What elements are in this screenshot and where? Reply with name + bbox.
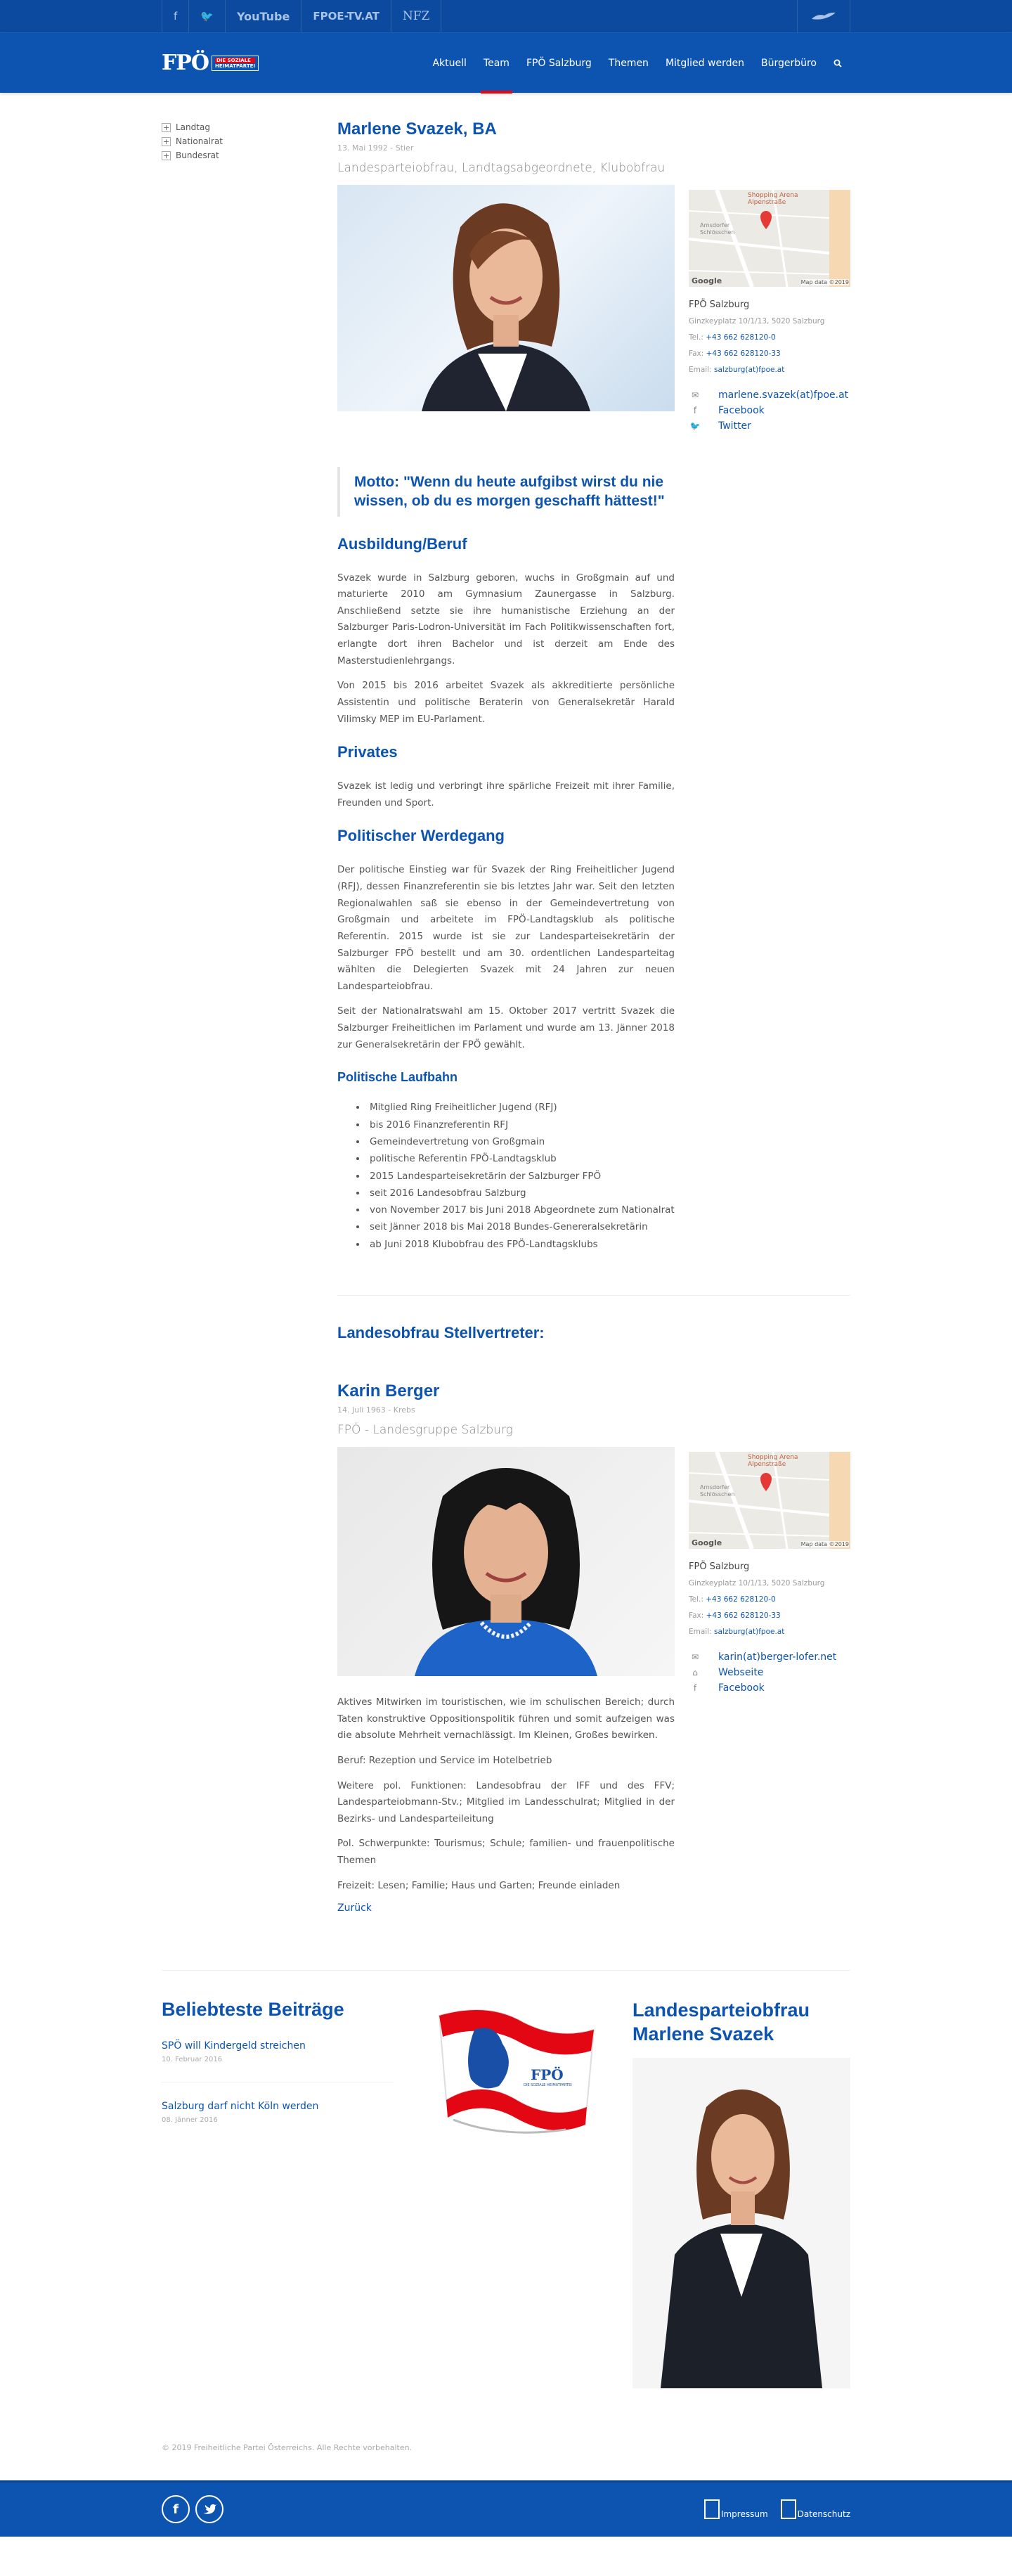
list-item: • Gemeindevertretung von Großgmain bbox=[367, 1133, 675, 1150]
list-item: • ab Juni 2018 Klubobfrau des FPÖ-Landtagsklubs bbox=[367, 1236, 675, 1253]
nav-item-aktuell[interactable]: Aktuell bbox=[432, 58, 467, 69]
fax-link[interactable]: +43 662 628120-33 bbox=[706, 1611, 781, 1621]
twitter-icon[interactable]: 🐦 bbox=[189, 0, 226, 32]
main-column bbox=[337, 120, 850, 1914]
logo-text: FPÖ bbox=[162, 51, 209, 75]
youtube-link[interactable]: YouTube bbox=[226, 0, 301, 32]
person-email-link[interactable]: ✉ marlene.svazek(at)fpoe.at bbox=[689, 389, 850, 401]
person-links bbox=[689, 1651, 850, 1694]
section-heading-privates: Privates bbox=[337, 743, 398, 761]
nav-item-buergerbuero[interactable]: Bürgerbüro bbox=[760, 58, 817, 69]
section-heading-laufbahn: Politische Laufbahn bbox=[337, 1070, 458, 1085]
plus-icon: + bbox=[162, 136, 170, 146]
team-sidebar bbox=[162, 120, 337, 1914]
career-list bbox=[367, 1099, 675, 1253]
list-item: • bis 2016 Finanzreferentin RFJ bbox=[367, 1116, 675, 1133]
sidebar-item-nationalrat[interactable]: + Nationalrat bbox=[162, 136, 223, 146]
paragraph: Svazek ist ledig und verbringt ihre spärliche Freizeit mit ihrer Familie, Freunden und Sport. bbox=[337, 780, 675, 809]
sidebar-item-bundesrat[interactable]: + Bundesrat bbox=[162, 150, 219, 160]
paragraph: Aktives Mitwirken im touristischen, wie im schulischen Bereich; durch Taten konstruktive Oppositionspolitik führen und somit aufzeigen was die absolute Mehrheit vernachlässigt. Im Kleinen, Großes bewirken. bbox=[337, 1696, 675, 1741]
footer-bar bbox=[0, 2480, 1012, 2537]
fpo-logo[interactable] bbox=[162, 53, 259, 74]
paragraph: Svazek wurde in Salzburg geboren, wuchs in Großgmain auf und maturierte 2010 am Gymnasium Zaunergasse in Salzburg. Anschließend setzte sie ihre humanistische Erziehung an der Salzburger Paris-Lodron-Universität im Fach Politikwissenschaften fort, erlangte dort ihren Bachelor und ist derzeit am Ende des Masterstudienlehrgangs. bbox=[337, 572, 675, 666]
nav-item-fpo-salzburg[interactable]: FPÖ Salzburg bbox=[526, 58, 592, 69]
person-motto: Motto: "Wenn du heute aufgibst wirst du nie wissen, ob du es morgen geschafft hättest!" bbox=[337, 467, 675, 517]
fax-link[interactable]: +43 662 628120-33 bbox=[706, 349, 781, 358]
paragraph: Von 2015 bis 2016 arbeitet Svazek als akkreditierte persönliche Assistentin und politische Beraterin von Generalsekretär Harald Vilimsky MEP im EU-Parlament. bbox=[337, 680, 675, 725]
bird-icon[interactable] bbox=[797, 0, 850, 32]
paragraph: Der politische Einstieg war für Svazek der Ring Freiheitlicher Jugend (RFJ), dessen Finanzreferentin sie bis letztes Jahr war. Seit den letzten Regionalwahlen saß sie ebenso in der Gemeindevertretung von Großgmain und arbeitete im FPÖ-Landtagsklub als politische Referentin. 2015 wurde ist sie zur Landesparteisekretärin der Salzburger FPÖ bestellt und am 30. ordentlichen Landesparteitag wählten die Delegierten Svazek mit 24 Jahren zur neuen Landesparteiobfrau. bbox=[337, 864, 675, 992]
search-icon[interactable] bbox=[825, 33, 850, 94]
phone-link[interactable]: +43 662 628120-0 bbox=[706, 333, 776, 342]
paragraph: Beruf: Rezeption und Service im Hotelbetrieb bbox=[337, 1754, 552, 1766]
divider bbox=[337, 1295, 850, 1296]
google-logo: Google bbox=[692, 276, 722, 285]
email-link[interactable]: salzburg(at)fpoe.at bbox=[714, 1628, 785, 1637]
list-item: • Mitglied Ring Freiheitlicher Jugend (RFJ) bbox=[367, 1099, 675, 1116]
list-item: • politische Referentin FPÖ-Landtagsklub bbox=[367, 1150, 675, 1167]
social-links bbox=[162, 0, 441, 32]
envelope-icon: ✉ bbox=[691, 390, 699, 400]
nav-item-mitglied-werden[interactable]: Mitglied werden bbox=[665, 58, 744, 69]
twitter-icon[interactable] bbox=[195, 2495, 223, 2523]
person-birthdate: 13. Mai 1992 - Stier bbox=[337, 143, 414, 153]
popular-heading: Beliebteste Beiträge bbox=[162, 1999, 344, 2021]
person-name: Karin Berger bbox=[337, 1382, 440, 1401]
facebook-icon[interactable]: f bbox=[162, 2495, 190, 2523]
vice-heading: Landesobfrau Stellvertreter: bbox=[337, 1324, 545, 1342]
nav-item-team[interactable]: Team bbox=[475, 33, 518, 94]
popular-posts bbox=[162, 1999, 394, 2388]
datenschutz-link[interactable]: Datenschutz bbox=[781, 2499, 850, 2519]
party-flag-logo: FPÖ DIE SOZIALE HEIMATPARTEI bbox=[394, 1999, 632, 2388]
list-item: • von November 2017 bis Juni 2018 Abgeordnete zum Nationalrat bbox=[367, 1202, 675, 1218]
logo-claim: DIE SOZIALE HEIMATPARTEI bbox=[212, 56, 259, 71]
impressum-link[interactable]: Impressum bbox=[704, 2499, 768, 2519]
post-date: 08. Jänner 2016 bbox=[162, 2116, 218, 2125]
person-facebook-link[interactable]: f Facebook bbox=[689, 1682, 850, 1694]
back-link[interactable]: Zurück bbox=[337, 1902, 372, 1914]
fpoe-tv-link[interactable]: FPOE-TV.AT bbox=[301, 0, 391, 32]
page-content bbox=[0, 93, 1012, 2480]
person-twitter-link[interactable]: 🐦 Twitter bbox=[689, 420, 751, 432]
top-social-bar bbox=[0, 0, 1012, 32]
location-map[interactable]: Shopping Arena Alpenstraße Arnsdorfer Schlösschen Google Map data ©2019 bbox=[689, 1452, 850, 1549]
person-name: Marlene Svazek, BA bbox=[337, 120, 497, 139]
person-links bbox=[689, 389, 850, 432]
section-heading-werdegang: Politischer Werdegang bbox=[337, 827, 505, 845]
person-birthdate: 14. Juli 1963 - Krebs bbox=[337, 1405, 415, 1415]
post-link[interactable]: SPÖ will Kindergeld streichen bbox=[162, 2040, 306, 2052]
leader-widget bbox=[632, 1999, 850, 2388]
location-map[interactable]: Shopping Arena Alpenstraße Arnsdorfer Schlösschen Google Map data ©2019 bbox=[689, 190, 850, 287]
contact-block: FPÖ Salzburg Ginzkeyplatz 10/1/13, 5020 Salzburg Tel.: +43 662 628120-0 Fax: +43 662 628120-33 Email: salzburg(at)fpoe.at bbox=[689, 300, 825, 374]
person-marlene-svazek bbox=[337, 120, 850, 436]
facebook-icon: f bbox=[693, 1683, 697, 1694]
person-facebook-link[interactable]: f Facebook bbox=[689, 405, 850, 416]
twitter-icon: 🐦 bbox=[689, 421, 701, 431]
paragraph: Pol. Schwerpunkte: Tourismus; Schule; familien- und frauenpolitische Themen bbox=[337, 1838, 675, 1867]
paragraph: Weitere pol. Funktionen: Landesobfrau der IFF und des FFV; Landesparteiobmann-Stv.; Mitglied im Landesschulrat; Mitglied in der Bezirks- und Landesparteileitung bbox=[337, 1779, 675, 1824]
list-item bbox=[162, 2040, 394, 2082]
copyright: © 2019 Freiheitliche Partei Österreichs. Alle Rechte vorbehalten. bbox=[162, 2442, 413, 2452]
section-heading-ausbildung: Ausbildung/Beruf bbox=[337, 534, 467, 553]
person-role: Landesparteiobfrau, Landtagsabgeordnete, Klubobfrau bbox=[337, 161, 666, 175]
document-icon bbox=[781, 2499, 796, 2519]
paragraph: Seit der Nationalratswahl am 15. Oktober 2017 vertritt Svazek die Salzburger Freiheitlichen im Parlament und wurde am 13. Jänner 2018 zur Generalsekretärin der FPÖ gewählt. bbox=[337, 1005, 675, 1050]
leader-heading: Landesparteiobfrau Marlene Svazek bbox=[632, 1999, 810, 2045]
person-website-link[interactable]: ⌂ Webseite bbox=[689, 1667, 850, 1678]
leader-photo bbox=[632, 2058, 850, 2388]
main-header bbox=[0, 32, 1012, 93]
person-photo bbox=[337, 1447, 675, 1676]
main-nav bbox=[424, 33, 850, 94]
home-icon: ⌂ bbox=[692, 1668, 698, 1678]
email-link[interactable]: salzburg(at)fpoe.at bbox=[714, 366, 785, 374]
plus-icon: + bbox=[162, 122, 170, 132]
footer-widgets bbox=[162, 1999, 850, 2388]
post-date: 10. Februar 2016 bbox=[162, 2056, 223, 2064]
divider bbox=[162, 1970, 850, 1971]
person-role: FPÖ - Landesgruppe Salzburg bbox=[337, 1423, 513, 1438]
sidebar-item-landtag[interactable]: + Landtag bbox=[162, 122, 210, 132]
list-item: • seit Jänner 2018 bis Mai 2018 Bundes-Genereralsekretärin bbox=[367, 1218, 675, 1235]
list-item: • 2015 Landesparteisekretärin der Salzburger FPÖ bbox=[367, 1168, 675, 1185]
list-item: • seit 2016 Landesobfrau Salzburg bbox=[367, 1185, 675, 1202]
envelope-icon: ✉ bbox=[691, 1652, 699, 1663]
plus-icon: + bbox=[162, 150, 170, 160]
paragraph: Freizeit: Lesen; Familie; Haus und Garten; Freunde einladen bbox=[337, 1879, 621, 1891]
post-link[interactable]: Salzburg darf nicht Köln werden bbox=[162, 2101, 319, 2113]
contact-block: FPÖ Salzburg Ginzkeyplatz 10/1/13, 5020 Salzburg Tel.: +43 662 628120-0 Fax: +43 662 628120-33 Email: salzburg(at)fpoe.at bbox=[689, 1561, 825, 1637]
google-logo: Google bbox=[692, 1538, 722, 1548]
document-icon bbox=[704, 2499, 720, 2519]
facebook-icon[interactable]: f bbox=[162, 0, 189, 32]
list-item bbox=[162, 2101, 394, 2142]
person-karin-berger bbox=[337, 1382, 850, 1914]
nav-item-themen[interactable]: Themen bbox=[608, 58, 649, 69]
facebook-icon: f bbox=[693, 406, 697, 416]
phone-link[interactable]: +43 662 628120-0 bbox=[706, 1595, 776, 1604]
person-email-link[interactable]: ✉ karin(at)berger-lofer.net bbox=[689, 1651, 850, 1663]
nfz-link[interactable]: NFZ bbox=[391, 0, 441, 32]
person-photo bbox=[337, 185, 675, 411]
